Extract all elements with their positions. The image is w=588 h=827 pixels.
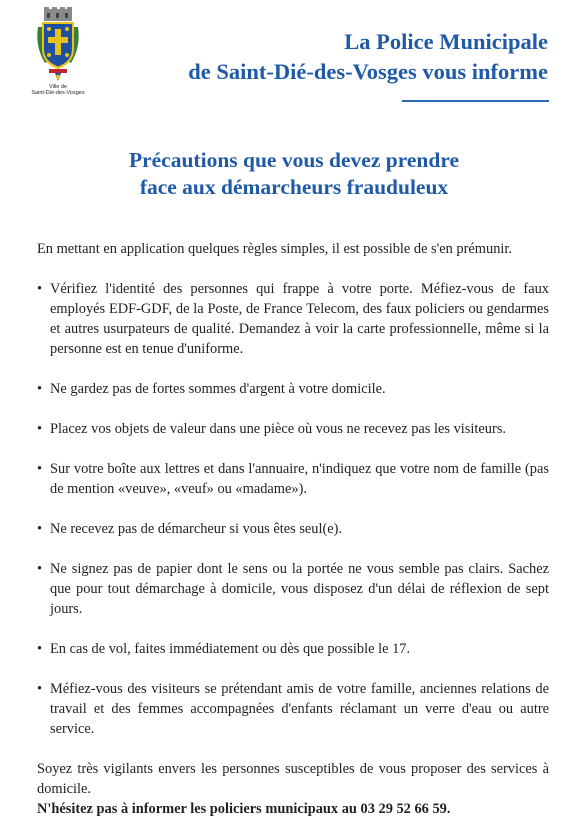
closing-paragraph: Soyez très vigilants envers les personnes susceptibles de vous proposer des services à domicile. [37,761,549,797]
list-item-text: Sur votre boîte aux lettres et dans l'annuaire, n'indiquez que votre nom de famille (pas de mention «veuve», «veuf» ou «madame»). [50,461,549,497]
logo-caption-line2: Saint-Dié-des-Vosges [31,90,85,96]
contact-phone-line: N'hésitez pas à informer les policiers municipaux au 03 29 52 66 59. [37,801,451,817]
bullet-icon: • [37,281,43,297]
bullet-icon: • [37,461,43,477]
list-item [37,279,549,359]
list-item [37,679,549,739]
bullet-icon: • [37,521,43,537]
bullet-icon: • [37,681,43,697]
page-title [0,147,588,201]
page-title-line2: face aux démarcheurs frauduleux [139,175,449,199]
intro-paragraph: En mettant en application quelques règles simples, il est possible de s'en prémunir. [37,241,512,257]
bullet-icon: • [37,561,43,577]
logo-caption [30,84,86,96]
header-line1: La Police Municipale [344,29,548,54]
header-title [188,27,548,87]
list-item-text: Méfiez-vous des visiteurs se prétendant amis de votre famille, anciennes relations de travail et des femmes accompagnées d'enfants réclamant un verre d'eau ou autre service. [50,681,549,737]
list-item [37,639,549,659]
list-item [37,519,549,539]
list-item-text: Ne gardez pas de fortes sommes d'argent à votre domicile. [50,381,386,397]
header-line2: de Saint-Dié-des-Vosges vous informe [188,59,548,84]
city-logo [30,7,86,96]
list-item-text: Ne signez pas de papier dont le sens ou la portée ne vous semble pas clairs. Sachez que pour tout démarchage à domicile, vous disposez d'un délai de réflexion de sept jours. [50,561,549,617]
document-body [37,239,549,819]
logo-caption-line1: Ville de [49,84,67,90]
list-item-text: Vérifiez l'identité des personnes qui frappe à votre porte. Méfiez-vous de faux employés EDF-GDF, de la Poste, de France Telecom, des faux policiers ou gendarmes et autres usurpateurs de qualité. Demandez à voir la carte professionnelle, même si la personne est en tenue d'uniforme. [50,281,549,357]
list-item [37,459,549,499]
page-title-line1: Précautions que vous devez prendre [128,148,460,172]
precautions-list [37,279,549,739]
bullet-icon: • [37,641,43,657]
list-item [37,379,549,399]
list-item [37,419,549,439]
list-item-text: Placez vos objets de valeur dans une pièce où vous ne recevez pas les visiteurs. [50,421,506,437]
list-item-text: En cas de vol, faites immédiatement ou dès que possible le 17. [50,641,411,657]
bullet-icon: • [37,381,43,397]
coat-of-arms-icon [35,7,81,83]
list-item [37,559,549,619]
header-divider [402,100,549,102]
list-item-text: Ne recevez pas de démarcheur si vous êtes seul(e). [50,521,343,537]
bullet-icon: • [37,421,43,437]
